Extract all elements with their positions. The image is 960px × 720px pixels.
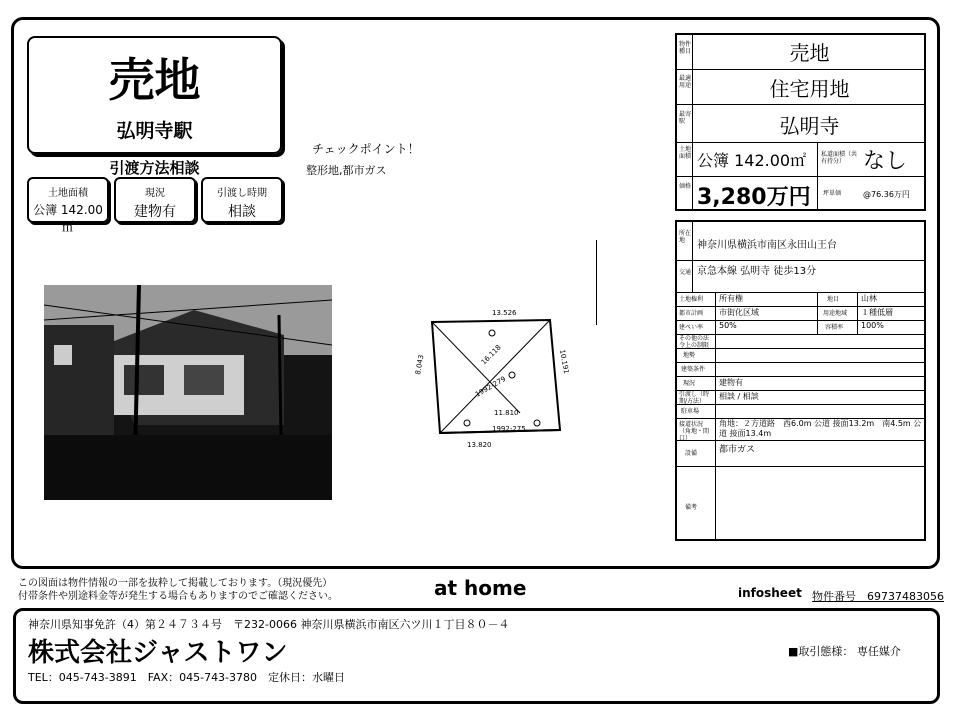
price-label: 価格 <box>679 183 692 190</box>
athome-logo: at home <box>434 576 527 600</box>
summary-handover-value: 相談 <box>228 204 256 220</box>
detail-table <box>675 220 926 541</box>
facility-value: 都市ガス <box>719 445 756 455</box>
tsubo-label: 坪単価 <box>823 190 842 197</box>
private-road-value: なし <box>863 149 908 174</box>
far-label: 容積率 <box>825 324 844 331</box>
traffic-label: 交通 <box>679 269 692 276</box>
checkpoint-text: 整形地,都市ガス <box>306 164 387 177</box>
summary-status-label: 現況 <box>145 188 165 199</box>
rights-value: 所有権 <box>719 294 743 303</box>
toshi-label: 都市計画 <box>679 310 704 317</box>
plot-lot1-label: 1992-279 <box>474 374 508 399</box>
plot-top-label: 13.526 <box>492 309 517 317</box>
toshi-value: 市街化区域 <box>719 308 759 317</box>
property-photo <box>44 285 332 500</box>
disclaimer-line2: 付帯条件や別途料金等が発生する場合もありますのでご確認ください。 <box>18 591 338 602</box>
alt-label: 駐車場 <box>681 408 700 415</box>
location-value: 神奈川県横浜市南区永田山王台 <box>697 240 837 251</box>
chimoku-value: 山林 <box>861 294 877 303</box>
far-value: 100% <box>861 321 884 330</box>
road-value: 角地：２方道路 西6.0m 公道 接面13.2m 南4.5m 公道 接面13.4m <box>719 419 922 438</box>
tsubo-value: @76.36万円 <box>863 190 910 199</box>
zone-value: １種低層 <box>861 308 893 317</box>
transaction-mode: ■取引態様： 専任媒介 <box>788 645 901 658</box>
plot-diag2-label: 11.810 <box>494 409 519 417</box>
terrain-label: 地勢 <box>683 352 696 359</box>
summary-status <box>114 177 196 223</box>
plot-right-label: 10.191 <box>558 348 571 375</box>
handover-method: 引渡方法相談 <box>109 159 200 177</box>
price-value: 3,280万円 <box>697 185 811 210</box>
contact-text: TEL：045-743-3891 FAX：045-743-3780 定休日：水曜日 <box>28 671 346 684</box>
summary-area-value: 公簿 142.00㎡ <box>33 203 103 234</box>
status-value: 建物有 <box>719 378 743 387</box>
plot-bottom-label: 13.820 <box>467 441 492 449</box>
summary-handover <box>201 177 283 223</box>
plot-lot2-label: 1992-275 <box>492 425 526 433</box>
plot-diagram <box>412 305 577 450</box>
summary-area-label: 土地面積 <box>48 188 88 199</box>
station-value: 弘明寺 <box>779 114 840 138</box>
plot-left-label: 8.043 <box>414 354 426 376</box>
plot-svg <box>412 305 577 450</box>
zone-label: 用途地域 <box>823 310 848 317</box>
station-name: 弘明寺駅 <box>116 120 193 142</box>
build-label: 建築条件 <box>681 366 706 373</box>
license-text: 神奈川県知事免許（4）第２４７３４号 〒232-0066 神奈川県横浜市南区六ツ川１丁目８０－４ <box>28 618 510 631</box>
facility-label: 設備 <box>685 450 698 457</box>
bukken-number: 物件番号 69737483056 <box>812 590 944 603</box>
use-label: 最適用途 <box>679 75 692 89</box>
rights-label: 土地権利 <box>679 296 704 303</box>
chimoku-label: 地目 <box>827 296 840 303</box>
page-title: 売地 <box>108 53 201 107</box>
company-name: 株式会社ジャストワン <box>28 638 288 668</box>
summary-status-value: 建物有 <box>134 204 176 220</box>
area-value: 公簿 142.00㎡ <box>697 151 807 170</box>
plot-diag1-label: 16.118 <box>479 343 503 367</box>
status-label: 現況 <box>683 380 696 387</box>
type-label: 物件種目 <box>679 41 692 55</box>
traffic-value: 京急本線 弘明寺 徒歩13分 <box>697 266 817 277</box>
infosheet-label: infosheet <box>738 586 802 600</box>
north-line <box>596 240 597 325</box>
coverage-label: 建ぺい率 <box>679 324 704 331</box>
use-value: 住宅用地 <box>769 77 850 101</box>
remarks-label: 備考 <box>685 504 698 511</box>
location-label: 所在地 <box>679 230 692 244</box>
summary-handover-label: 引渡し時期 <box>217 188 267 199</box>
handover-value: 相談 / 相談 <box>719 392 759 401</box>
photo-drawing <box>44 285 332 500</box>
summary-area <box>27 177 109 234</box>
handover-label: 引渡し（時期/方法） <box>679 391 710 405</box>
private-road-label: 私道面積（共有持分） <box>821 151 858 165</box>
coverage-value: 50% <box>719 321 737 330</box>
disclaimer-line1: この図面は物件情報の一部を抜粋して掲載しております。（現況優先） <box>18 578 333 589</box>
station-label: 最寄駅 <box>679 111 692 125</box>
area-label: 土地面積 <box>679 146 692 160</box>
checkpoint-title: チェックポイント！ <box>312 142 420 156</box>
type-value: 売地 <box>789 41 830 65</box>
other-label: その他の法令上の制限 <box>679 335 710 349</box>
disclaimer <box>18 577 338 603</box>
info-table <box>675 33 926 211</box>
road-label: 接道状況（角地・間口） <box>679 421 710 442</box>
